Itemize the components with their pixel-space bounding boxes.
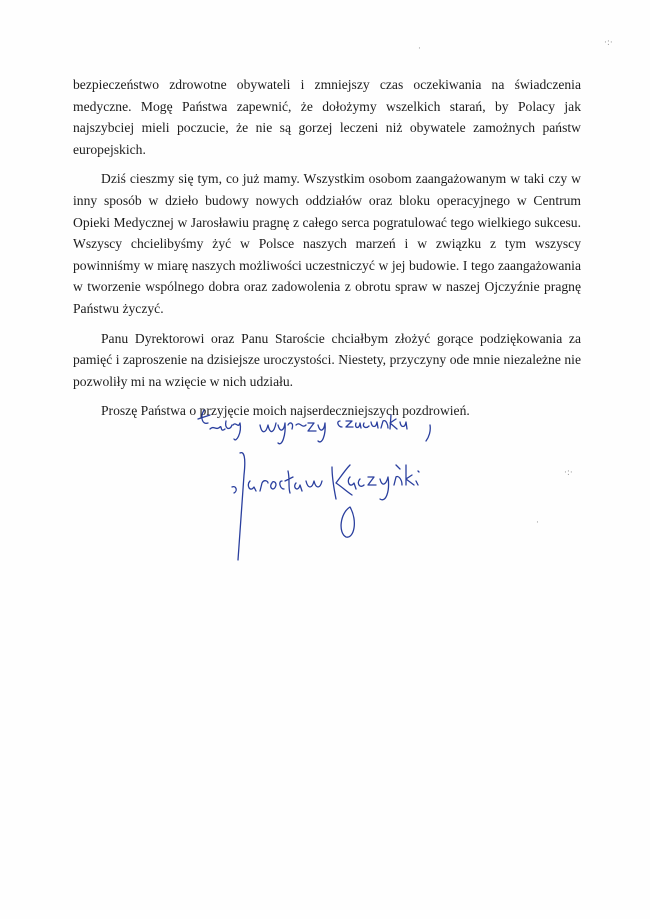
scan-speck: ·:· bbox=[604, 38, 613, 48]
letter-body bbox=[73, 74, 581, 430]
paragraph-2: Dziś cieszmy się tym, co już mamy. Wszystkim osobom zaangażowanym w taki czy w inny sposób w dzieło budowy nowych oddziałów oraz bloku operacyjnego w Centrum Opieki Medycznej w Jarosławiu pragnę z całego serca pogratulować tego wielkiego sukcesu. Wszyscy chcielibyśmy żyć w Polsce naszych marzeń i w związku z tym wszyscy powinniśmy w miarę naszych możliwości uczestniczyć w jej budowie. I tego zaangażowania w tworzenie wspólnego dobra oraz zadowolenia z obrotu spraw w naszej Ojczyźnie pragnę Państwu życzyć. bbox=[73, 171, 581, 316]
scan-speck: · bbox=[418, 44, 421, 54]
handwritten-signature bbox=[190, 395, 450, 575]
signature-drawing bbox=[190, 395, 450, 575]
scan-speck: · bbox=[536, 518, 539, 528]
paragraph-4: Proszę Państwa o przyjęcie moich najserdeczniejszych pozdrowień. bbox=[101, 403, 470, 419]
paragraph-1: bezpieczeństwo zdrowotne obywateli i zmniejszy czas oczekiwania na świadczenia medyczne. Mogę Państwa zapewnić, że dołożymy wszelkich starań, by Polacy jak najszybciej mieli poczucie, że nie są gorzej leczeni niż obywatele zamożnych państw europejskich. bbox=[73, 77, 581, 157]
scan-speck: ·:· bbox=[564, 468, 573, 478]
paragraph-3: Panu Dyrektorowi oraz Panu Staroście chciałbym złożyć gorące podziękowania za pamięć i zaproszenie na dzisiejsze uroczystości. Niestety, przyczyny ode mnie niezależne nie pozwoliły mi na wzięcie w nich udziału. bbox=[73, 330, 581, 389]
